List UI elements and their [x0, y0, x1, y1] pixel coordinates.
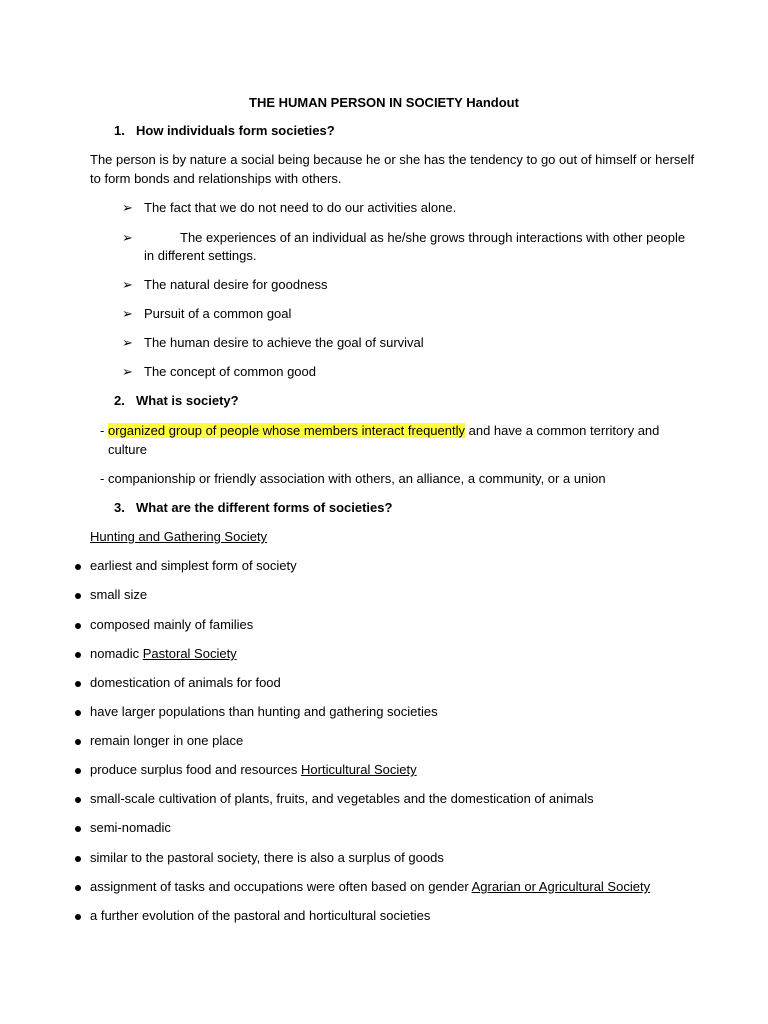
bullet-dot-icon	[75, 739, 81, 745]
bullet-dot-icon	[75, 797, 81, 803]
bullet-dot-icon	[75, 856, 81, 862]
bullet-dot-icon	[75, 914, 81, 920]
intro-line-2: to form bonds and relationships with others.	[90, 171, 342, 186]
bullet-item-text: assignment of tasks and occupations were often based on gender	[90, 879, 472, 894]
definition-dash: -	[100, 471, 105, 486]
question-3-text: What are the different forms of societies?	[136, 500, 393, 515]
arrow-item-continuation: in different settings.	[144, 248, 257, 263]
question-2-text: What is society?	[136, 393, 239, 408]
arrow-item: The fact that we do not need to do our activities alone.	[144, 200, 457, 215]
definition-dash: -	[100, 423, 105, 438]
definition-1	[108, 422, 659, 440]
definition-1-rest: and have a common territory and	[465, 423, 660, 438]
question-2-heading	[114, 392, 239, 410]
bullet-item-text: produce surplus food and resources	[90, 762, 302, 777]
arrow-bullet-icon: ➢	[122, 277, 133, 292]
bullet-dot-icon	[75, 681, 81, 687]
bullet-item: small size	[90, 587, 148, 602]
document-title: THE HUMAN PERSON IN SOCIETY Handout	[249, 95, 519, 110]
definition-1-continuation: culture	[108, 442, 148, 457]
question-3-heading	[114, 499, 392, 517]
question-1-heading	[114, 122, 335, 140]
highlighted-text: organized group of people whose members interact frequently	[108, 423, 465, 438]
bullet-item: earliest and simplest form of society	[90, 558, 297, 573]
agrarian-society-heading: Agrarian or Agricultural Society	[471, 879, 651, 894]
bullet-item	[90, 645, 237, 663]
arrow-bullet-icon: ➢	[122, 335, 133, 350]
bullet-dot-icon	[75, 623, 81, 629]
arrow-bullet-icon: ➢	[122, 230, 133, 245]
arrow-item: The natural desire for goodness	[144, 277, 328, 292]
intro-line-1: The person is by nature a social being because he or she has the tendency to go out of himself or herself	[90, 152, 695, 167]
arrow-item: The human desire to achieve the goal of survival	[144, 335, 424, 350]
horticultural-society-heading: Horticultural Society	[301, 762, 417, 777]
hunting-gathering-heading: Hunting and Gathering Society	[90, 529, 268, 544]
arrow-item: Pursuit of a common goal	[144, 306, 292, 321]
arrow-bullet-icon: ➢	[122, 364, 133, 379]
bullet-item: have larger populations than hunting and gathering societies	[90, 704, 438, 719]
bullet-item	[90, 878, 650, 896]
bullet-item: composed mainly of families	[90, 617, 254, 632]
arrow-bullet-icon: ➢	[122, 306, 133, 321]
bullet-item: similar to the pastoral society, there is also a surplus of goods	[90, 850, 444, 865]
bullet-item	[90, 761, 417, 779]
bullet-dot-icon	[75, 710, 81, 716]
bullet-item: semi-nomadic	[90, 820, 171, 835]
bullet-dot-icon	[75, 826, 81, 832]
arrow-bullet-icon: ➢	[122, 200, 133, 215]
question-1-text: How individuals form societies?	[136, 123, 335, 138]
question-1-number: 1.	[114, 123, 125, 138]
arrow-item: The concept of common good	[144, 364, 316, 379]
bullet-dot-icon	[75, 652, 81, 658]
bullet-item: remain longer in one place	[90, 733, 244, 748]
bullet-item: domestication of animals for food	[90, 675, 281, 690]
definition-2: companionship or friendly association with others, an alliance, a community, or a union	[108, 471, 606, 486]
bullet-dot-icon	[75, 768, 81, 774]
question-2-number: 2.	[114, 393, 125, 408]
bullet-item: small-scale cultivation of plants, fruits, and vegetables and the domestication of animals	[90, 791, 594, 806]
bullet-item-text: nomadic	[90, 646, 143, 661]
bullet-item: a further evolution of the pastoral and horticultural societies	[90, 908, 431, 923]
bullet-dot-icon	[75, 885, 81, 891]
bullet-dot-icon	[75, 593, 81, 599]
pastoral-society-heading: Pastoral Society	[142, 646, 237, 661]
arrow-item: The experiences of an individual as he/she grows through interactions with other people	[180, 230, 686, 245]
question-3-number: 3.	[114, 500, 125, 515]
bullet-dot-icon	[75, 564, 81, 570]
